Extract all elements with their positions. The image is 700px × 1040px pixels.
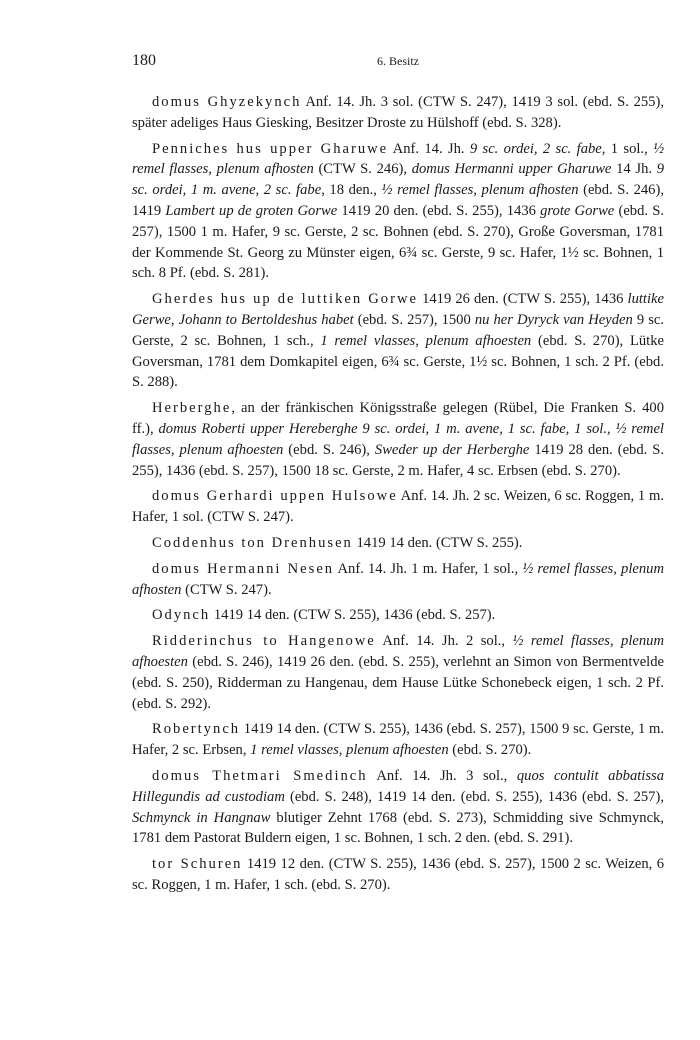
- entry-hermanni: domus Hermanni Nesen Anf. 14. Jh. 1 m. Hafer, 1 sol., ½ remel flasses, plenum afhosten (CTW S. 247).: [132, 560, 665, 598]
- entry-coddenhus: Coddenhus ton Drenhusen 1419 14 den. (CTW S. 255).: [152, 534, 523, 551]
- entry-ghyzekynch: domus Ghyzekynch Anf. 14. Jh. 3 sol. (CTW S. 247), 1419 3 sol. (ebd. S. 255), später adeliges Haus Giesking, Besitzer Droste zu Hülshoff (ebd. S. 328).: [132, 94, 664, 131]
- entry-thetmari: domus Thetmari Smedinch Anf. 14. Jh. 3 sol., quos contulit abbatissa Hillegundis ad custodiam (ebd. S. 248), 1419 14 den. (ebd. S. 255), 1436 (ebd. S. 257), Schmynck in Hangnaw blutiger Zehnt 1768 (ebd. S. 273), Schmidding sive Schmynck, 1781 dem Pastorat Buldern eigen, 1 sc. Bohnen, 1 sch. 2 den. (ebd. S. 291).: [132, 767, 665, 847]
- entry-robertynch: Robertynch 1419 14 den. (CTW S. 255), 1436 (ebd. S. 257), 1500 9 sc. Gerste, 1 m. Hafer, 2 sc. Erbsen, 1 remel vlasses, plenum afhoesten (ebd. S. 270).: [132, 721, 664, 759]
- entry-herberghe: Herberghe, an der fränkischen Königsstraße gelegen (Rübel, Die Franken S. 400 ff.), domus Roberti upper Hereberghe 9 sc. ordei, 1 m. avene, 1 sc. fabe, 1 sol., ½ remel flasses, plenum afhoesten (ebd. S. 246), Sweder up der Herberghe 1419 28 den. (ebd. S. 255), 1436 (ebd. S. 257), 1500 18 sc. Gerste, 2 m. Hafer, 4 sc. Erbsen (ebd. S. 270).: [132, 400, 664, 479]
- entry-ridderinchus: Ridderinchus to Hangenowe Anf. 14. Jh. 2 sol., ½ remel flasses, plenum afhoesten (ebd. S. 246), 1419 26 den. (ebd. S. 255), verlehnt an Simon von Bermentvelde (ebd. S. 250), Ridderman zu Hangenau, dem Hause Lütke Schonebeck eigen, 1 sch. 2 Pf. (ebd. S. 292).: [132, 633, 665, 712]
- entry-gherdes: Gherdes hus up de luttiken Gorwe 1419 26 den. (CTW S. 255), 1436 luttike Gerwe, Johann to Bertoldeshus habet (ebd. S. 257), 1500 nu her Dyryck van Heyden 9 sc. Gerste, 2 sc. Bohnen, 1 sch., 1 remel vlasses, plenum afhoesten (ebd. S. 270), Lütke Goversman, 1781 dem Domkapitel eigen, 6¾ sc. Gerste, 1½ sc. Bohnen, 1 sch. 2 Pf. (ebd. S. 288).: [132, 291, 664, 391]
- page-header: [132, 52, 664, 72]
- page-number: 180: [132, 52, 156, 69]
- entry-odynch: Odynch 1419 14 den. (CTW S. 255), 1436 (ebd. S. 257).: [152, 607, 496, 624]
- page-body: [132, 92, 664, 901]
- running-head: 6. Besitz: [377, 54, 419, 68]
- entry-penniches: Penniches hus upper Gharuwe Anf. 14. Jh. 9 sc. ordei, 2 sc. fabe, 1 sol., ½ remel flasses, plenum afhosten (CTW S. 246), domus Hermanni upper Gharuwe 14 Jh. 9 sc. ordei, 1 m. avene, 2 sc. fabe, 18 den., ½ remel flasses, plenum afhosten (ebd. S. 246), 1419 Lambert up de groten Gorwe 1419 20 den. (ebd. S. 255), 1436 grote Gorwe (ebd. S. 257), 1500 1 m. Hafer, 9 sc. Gerste, 2 sc. Bohnen (ebd. S. 270), Große Goversman, 1781 der Kommende St. Georg zu Münster eigen, 6¾ sc. Gerste, 9 sc. Hafer, 1½ sc. Bohnen, 1 sch. 8 Pf. (ebd. S. 281).: [132, 140, 665, 282]
- entry-gerhardi: domus Gerhardi uppen Hulsowe Anf. 14. Jh. 2 sc. Weizen, 6 sc. Roggen, 1 m. Hafer, 1 sol. (CTW S. 247).: [132, 488, 664, 526]
- entry-schuren: tor Schuren 1419 12 den. (CTW S. 255), 1436 (ebd. S. 257), 1500 2 sc. Weizen, 6 sc. Roggen, 1 m. Hafer, 1 sch. (ebd. S. 270).: [132, 856, 665, 893]
